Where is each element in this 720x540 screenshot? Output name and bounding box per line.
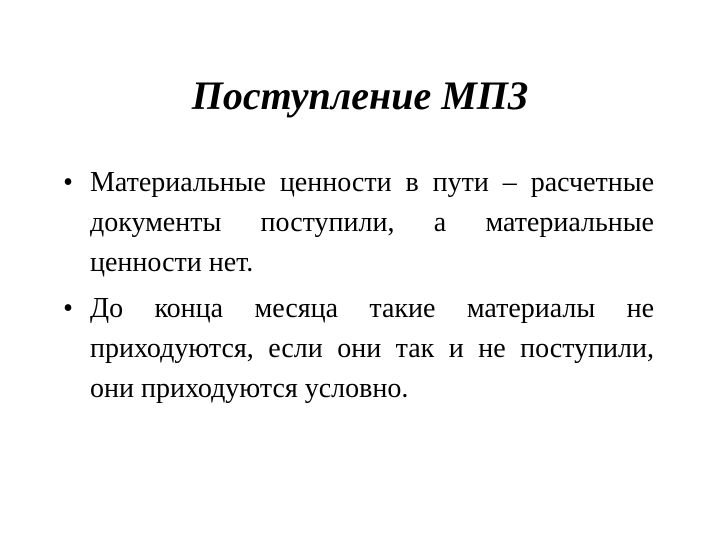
slide-title: Поступление МПЗ [191, 73, 529, 118]
bullet-item [58, 163, 654, 283]
bullet-item [58, 289, 654, 409]
bullet-icon: • [63, 293, 73, 324]
bullet-list [58, 163, 654, 415]
bullet-icon: • [63, 167, 73, 198]
bullet-text: До конца месяца такие материалы не приходуются, если они так и не поступили, они приходуются условно. [90, 293, 654, 404]
bullet-text: Материальные ценности в пути – расчетные документы поступили, а материальные ценности нет. [90, 167, 654, 278]
